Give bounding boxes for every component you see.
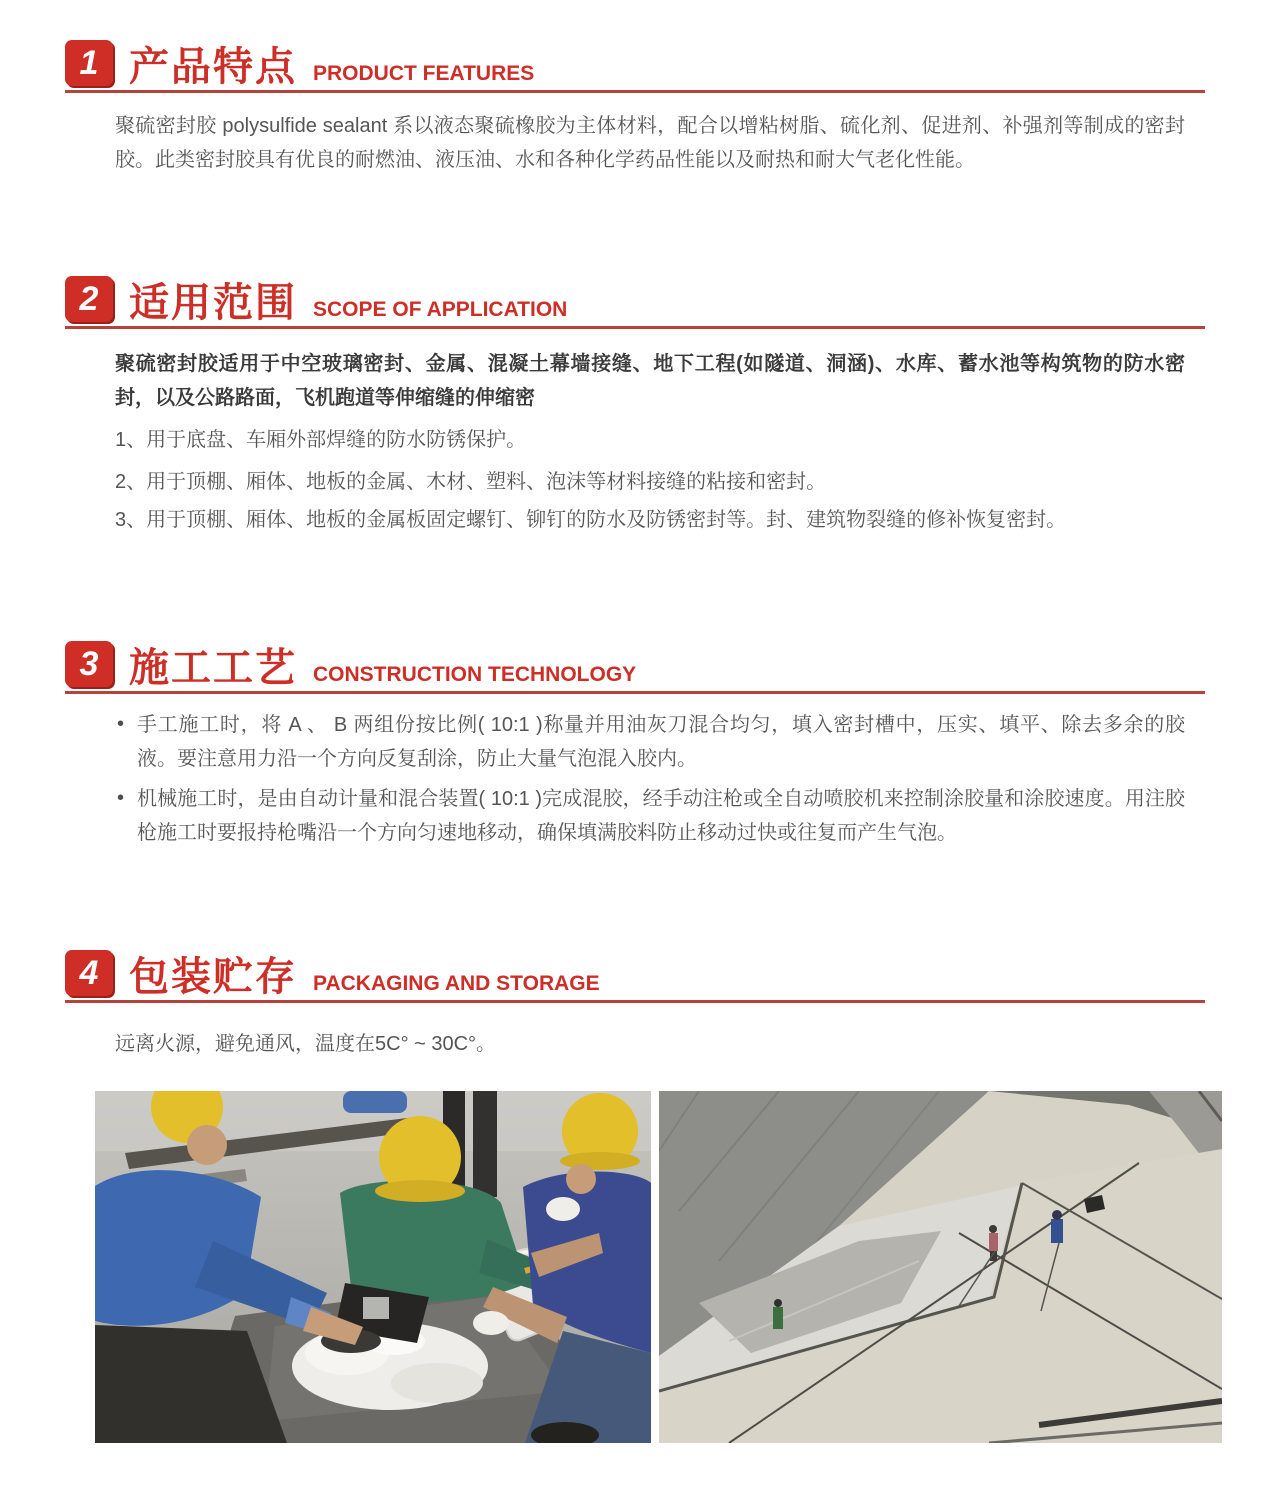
- bullet-dot-icon: •: [117, 713, 125, 735]
- scope-numbered-list: [115, 423, 1185, 537]
- construction-bullet-list: [115, 708, 1185, 850]
- bullet-item: [115, 782, 1185, 850]
- section-number-badge: [65, 641, 113, 687]
- section-number: 1: [79, 43, 99, 82]
- section-title-zh: 产品特点: [129, 45, 297, 89]
- section-scope-of-application: [65, 276, 1205, 537]
- section-packaging-and-storage: [65, 950, 1205, 1061]
- section-number: 2: [79, 279, 99, 318]
- section-number-badge: [65, 276, 113, 322]
- scope-lead-paragraph: 聚硫密封胶适用于中空玻璃密封、金属、混凝土幕墙接缝、地下工程(如隧道、洞涵)、水库、蓄水池等构筑物的防水密封，以及公路路面，飞机跑道等伸缩缝的伸缩密: [115, 353, 1185, 409]
- section-number: 3: [79, 644, 99, 683]
- section-title-en: PRODUCT FEATURES: [313, 62, 535, 85]
- section-header: [65, 276, 1205, 329]
- section-title-en: CONSTRUCTION TECHNOLOGY: [313, 663, 637, 686]
- list-item: 3、用于顶棚、厢体、地板的金属板固定螺钉、铆钉的防水及防锈密封等。封、建筑物裂缝的修补恢复密封。: [115, 509, 1067, 531]
- section-header: [65, 950, 1205, 1003]
- section-number-badge: [65, 950, 113, 996]
- section-header: [65, 40, 1205, 93]
- storage-paragraph: 远离火源，避免通风，温度在5C° ~ 30C°。: [115, 1033, 497, 1055]
- concrete-slope-joint-sealing-photo: [659, 1091, 1222, 1443]
- section-body: [65, 109, 1205, 177]
- section-product-features: [65, 0, 1205, 177]
- list-item: 1、用于底盘、车厢外部焊缝的防水防锈保护。: [115, 429, 527, 451]
- bullet-text: 手工施工时，将 A 、 B 两组份按比例( 10:1 )称量并用油灰刀混合均匀，填入密封槽中，压实、填平、除去多余的胶液。要注意用力沿一个方向反复刮涂，防止大量气泡混入胶内。: [137, 714, 1185, 770]
- section-number-badge: [65, 40, 113, 86]
- section-title-en: PACKAGING AND STORAGE: [313, 972, 600, 995]
- features-paragraph: 聚硫密封胶 polysulfide sealant 系以液态聚硫橡胶为主体材料，配合以增粘树脂、硫化剂、促进剂、补强剂等制成的密封胶。此类密封胶具有优良的耐燃油、液压油、水和各种化学药品性能以及耐热和耐大气老化性能。: [115, 115, 1185, 171]
- bullet-item: [115, 708, 1185, 776]
- section-title-zh: 适用范围: [129, 281, 297, 325]
- section-title-en: SCOPE OF APPLICATION: [313, 298, 568, 321]
- list-item: 2、用于顶棚、厢体、地板的金属、木材、塑料、泡沫等材料接缝的粘接和密封。: [115, 471, 827, 493]
- photo-row: [95, 1091, 1280, 1443]
- section-title-zh: 施工工艺: [129, 646, 297, 690]
- bullet-dot-icon: •: [117, 787, 125, 809]
- section-title-zh: 包装贮存: [129, 955, 297, 999]
- bullet-text: 机械施工时，是由自动计量和混合装置( 10:1 )完成混胶，经手动注枪或全自动喷胶机来控制涂胶量和涂胶速度。用注胶枪施工时要报持枪嘴沿一个方向匀速地移动，确保填满胶料防止移动过快或往复而产生气泡。: [137, 788, 1185, 844]
- section-header: [65, 641, 1205, 694]
- section-body: [65, 708, 1205, 850]
- section-body: [65, 1027, 1205, 1061]
- workers-mixing-sealant-photo: [95, 1091, 651, 1443]
- section-number: 4: [79, 953, 99, 992]
- section-body: [65, 347, 1205, 537]
- section-construction-technology: [65, 641, 1205, 850]
